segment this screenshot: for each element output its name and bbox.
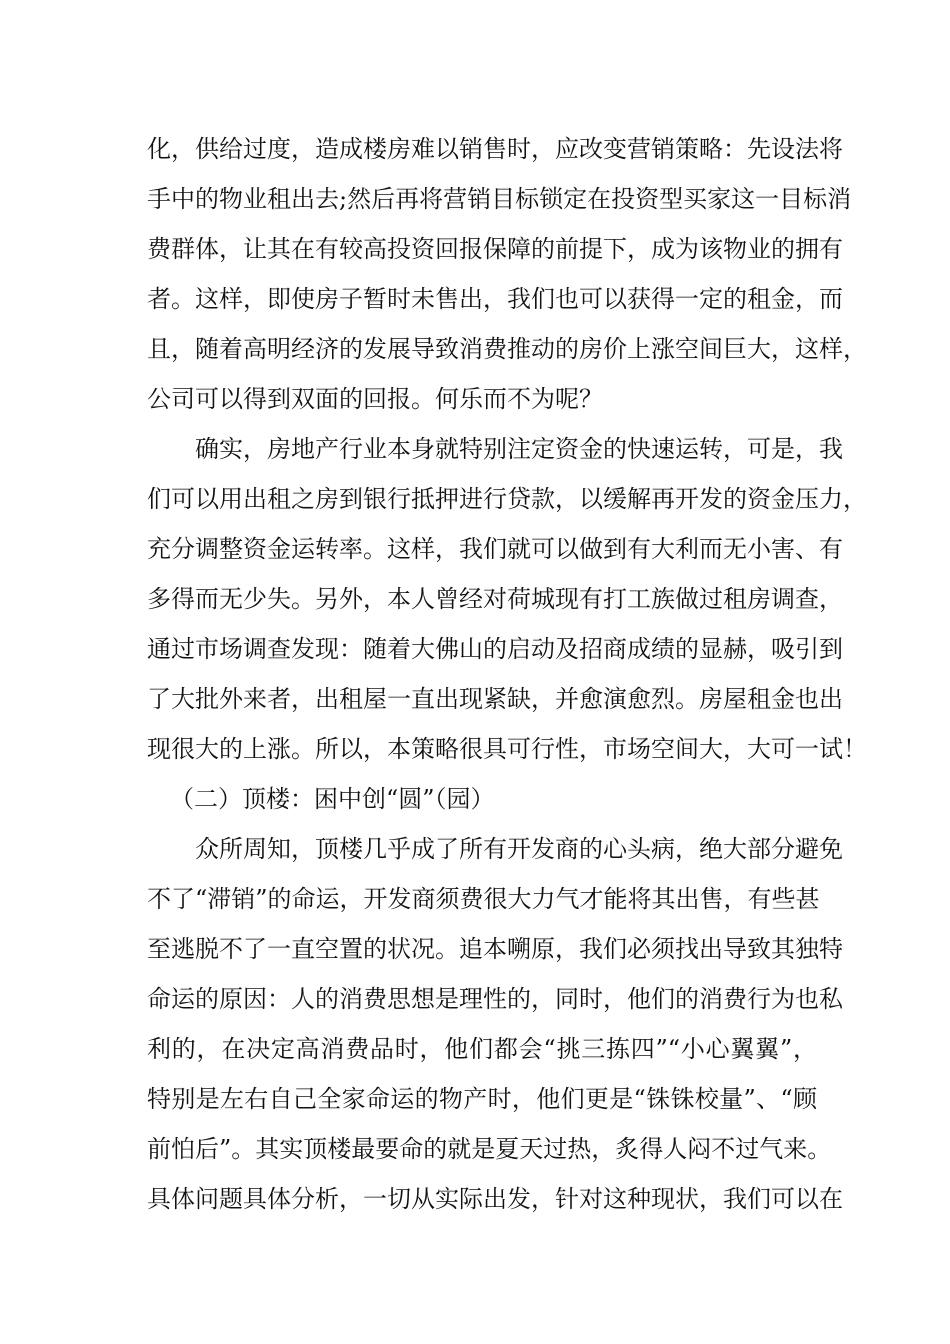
paragraph-2-line-7: 现很大的上涨。所以，本策略很具可行性，市场空间大，大可一试！ (147, 735, 867, 763)
paragraph-1-line-3: 费群体，让其在有较高投资回报保障的前提下，成为该物业的拥有 (147, 235, 843, 263)
paragraph-3-line-5: 利的，在决定高消费品时，他们都会“挑三拣四”“小心翼翼”， (147, 1035, 817, 1063)
section-heading: （二）顶楼：困中创“圆”（园） (170, 785, 495, 813)
paragraph-2-line-1: 确实，房地产行业本身就特别注定资金的快速运转，可是，我 (195, 435, 843, 463)
paragraph-3-line-2: 不了“滞销”的命运，开发商须费很大力气才能将其出售，有些甚 (147, 885, 820, 913)
paragraph-2-line-3: 充分调整资金运转率。这样，我们就可以做到有大利而无小害、有 (147, 535, 843, 563)
paragraph-3-line-3: 至逃脱不了一直空置的状况。追本嗍原，我们必须找出导致其独特 (147, 935, 843, 963)
paragraph-1-line-6: 公司可以得到双面的回报。何乐而不为呢？ (147, 385, 603, 413)
paragraph-2-line-2: 们可以用出租之房到银行抵押进行贷款，以缓解再开发的资金压力， (147, 485, 867, 513)
paragraph-1-line-4: 者。这样，即使房子暂时未售出，我们也可以获得一定的租金，而 (147, 285, 843, 313)
paragraph-3-line-6: 特别是左右自己全家命运的物产时，他们更是“铢铢校量”、“顾 (147, 1085, 817, 1113)
paragraph-3-line-4: 命运的原因：人的消费思想是理性的，同时，他们的消费行为也私 (147, 985, 843, 1013)
paragraph-1-line-1: 化，供给过度，造成楼房难以销售时，应改变营销策略：先设法将 (147, 135, 843, 163)
paragraph-2-line-5: 通过市场调查发现：随着大佛山的启动及招商成绩的显赫，吸引到 (147, 635, 843, 663)
paragraph-1-line-5: 且，随着高明经济的发展导致消费推动的房价上涨空间巨大，这样， (147, 335, 867, 363)
paragraph-3-line-1: 众所周知，顶楼几乎成了所有开发商的心头病，绝大部分避免 (195, 835, 843, 863)
paragraph-2-line-6: 了大批外来者，出租屋一直出现紧缺，并愈演愈烈。房屋租金也出 (147, 685, 843, 713)
paragraph-2-line-4: 多得而无少失。另外，本人曾经对荷城现有打工族做过租房调查， (147, 585, 843, 613)
paragraph-3-line-7: 前怕后”。其实顶楼最要命的就是夏天过热，炙得人闷不过气来。 (147, 1135, 832, 1163)
paragraph-3-line-8: 具体问题具体分析，一切从实际出发，针对这种现状，我们可以在 (147, 1185, 843, 1213)
paragraph-1-line-2: 手中的物业租出去;然后再将营销目标锁定在投资型买家这一目标消 (147, 185, 852, 213)
